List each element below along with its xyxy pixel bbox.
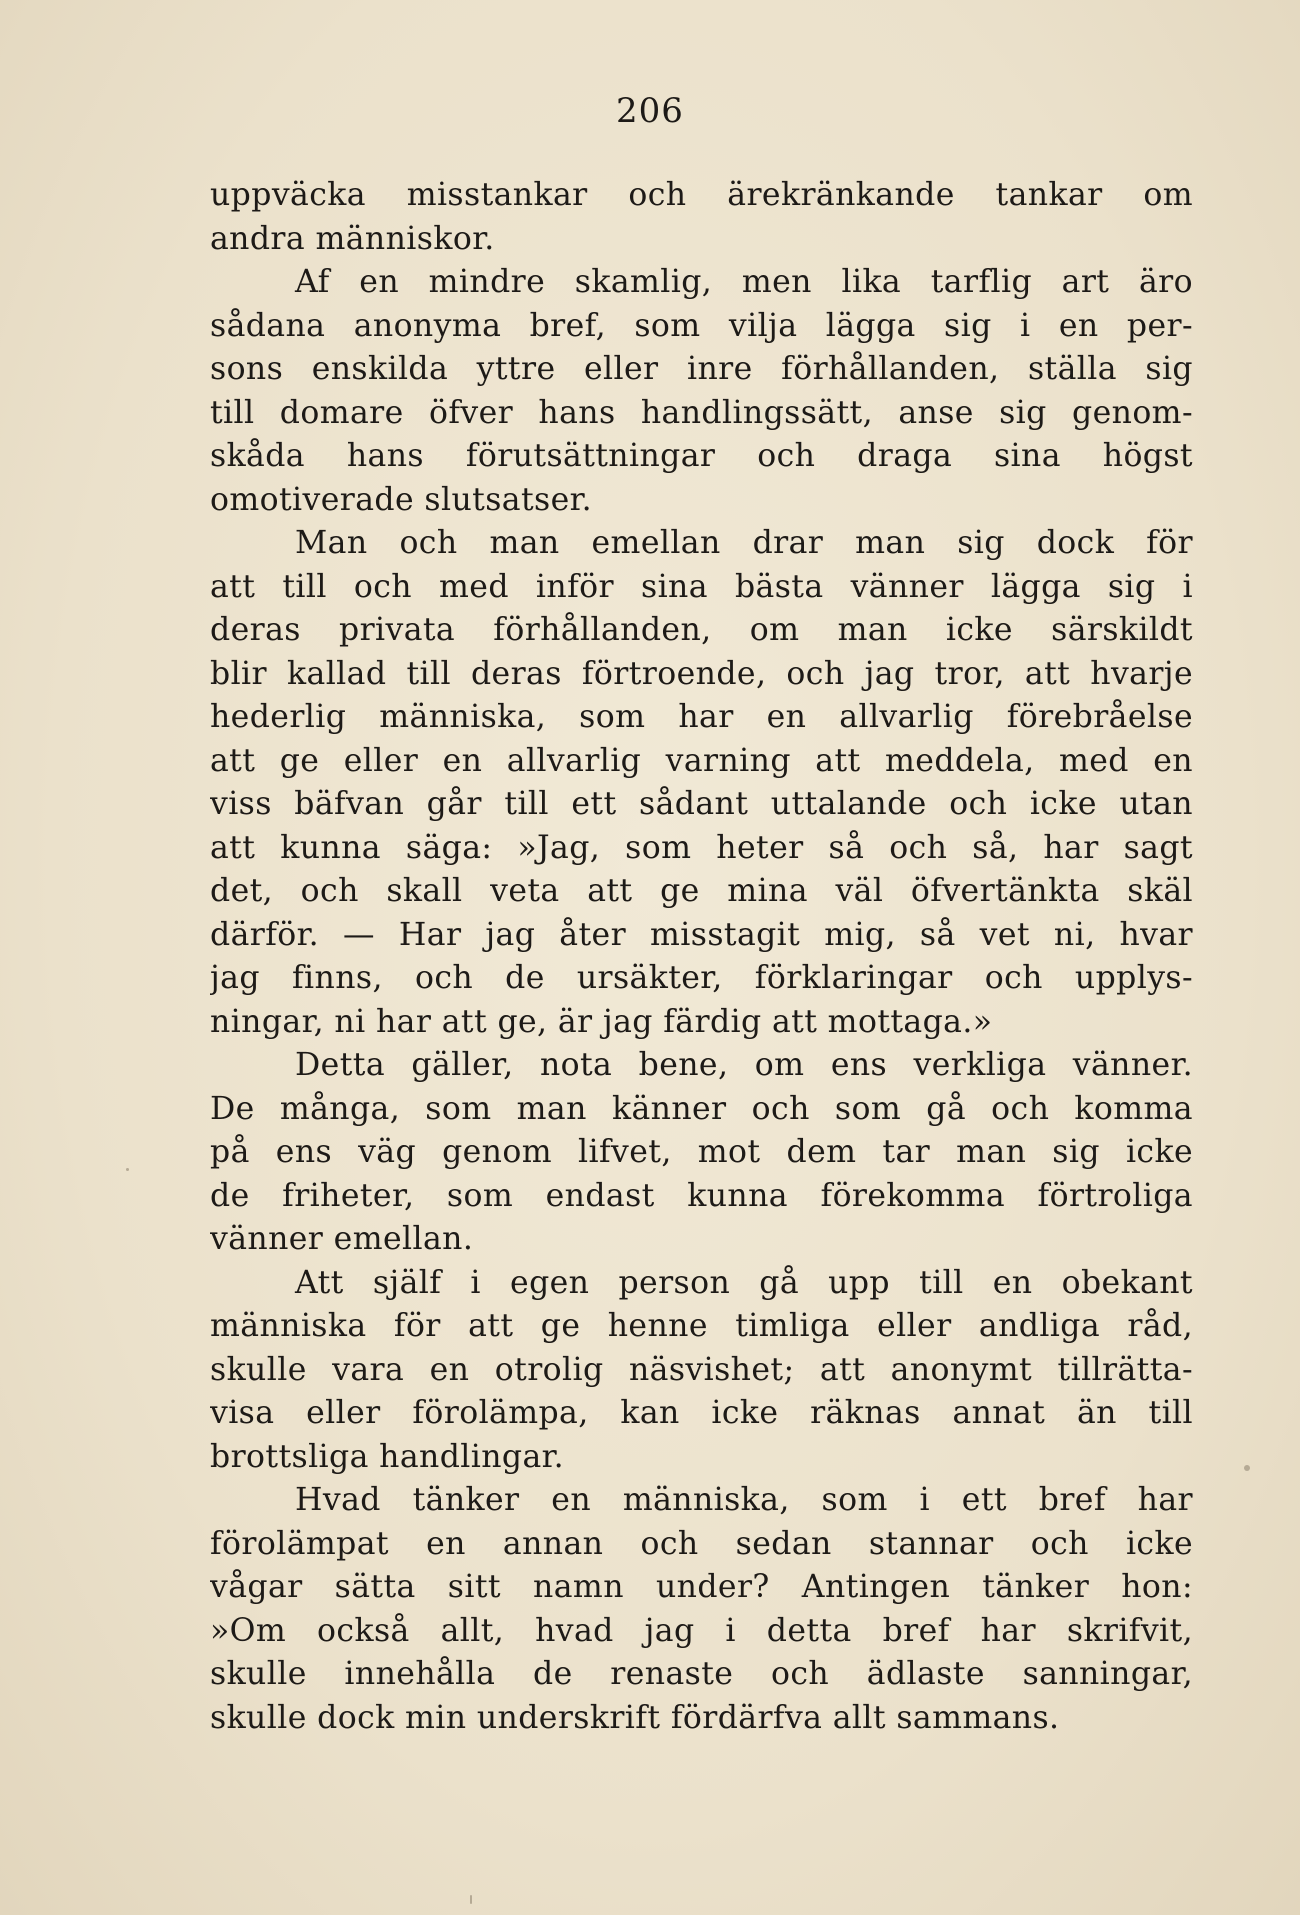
text-line: de friheter, som endast kunna förekomma förtroliga bbox=[210, 1177, 1193, 1214]
text-line: att ge eller en allvarlig varning att meddela, med en bbox=[210, 742, 1193, 779]
text-line: förolämpat en annan och sedan stannar och icke bbox=[210, 1525, 1193, 1562]
text-line: jag finns, och de ursäkter, förklaringar och upplys- bbox=[210, 960, 1193, 996]
text-line: det, och skall veta att ge mina väl öfvertänkta skäl bbox=[210, 873, 1193, 909]
text-line: att kunna säga: »Jag, som heter så och så, har sagt bbox=[210, 829, 1193, 866]
text-line: Af en mindre skamlig, men lika tarflig art äro bbox=[295, 264, 1193, 300]
text-line: människa för att ge henne timliga eller andliga råd, bbox=[210, 1308, 1193, 1344]
text-line: till domare öfver hans handlingssätt, anse sig genom- bbox=[210, 394, 1193, 431]
text-line: vänner emellan. bbox=[210, 1221, 474, 1257]
text-line: Man och man emellan drar man sig dock för bbox=[295, 525, 1193, 561]
text-line: Detta gäller, nota bene, om ens verkliga vänner. bbox=[295, 1047, 1193, 1083]
text-line: sons enskilda yttre eller inre förhållanden, ställa sig bbox=[210, 351, 1193, 387]
text-line: andra människor. bbox=[210, 220, 495, 257]
text-line: Att själf i egen person gå upp till en obekant bbox=[295, 1264, 1193, 1301]
paragraph bbox=[210, 1044, 1193, 1262]
text-line: »Om också allt, hvad jag i detta bref har skrifvit, bbox=[210, 1612, 1193, 1649]
text-line: på ens väg genom lifvet, mot dem tar man sig icke bbox=[210, 1134, 1193, 1170]
text-line: De många, som man känner och som gå och komma bbox=[210, 1090, 1193, 1127]
text-line: därför. — Har jag åter misstagit mig, så vet ni, hvar bbox=[210, 916, 1193, 953]
body-text bbox=[210, 174, 1193, 1740]
text-line: viss bäfvan går till ett sådant uttalande och icke utan bbox=[210, 786, 1193, 822]
text-line: uppväcka misstankar och ärekränkande tankar om bbox=[210, 177, 1193, 213]
paragraph bbox=[210, 1479, 1193, 1740]
paper-speck bbox=[1244, 1465, 1250, 1471]
text-line: att till och med inför sina bästa vänner lägga sig i bbox=[210, 568, 1193, 605]
text-line: Hvad tänker en människa, som i ett bref har bbox=[295, 1482, 1193, 1518]
text-line: skulle vara en otrolig näsvishet; att anonymt tillrätta- bbox=[210, 1351, 1193, 1388]
paper-speck bbox=[126, 1168, 129, 1171]
text-line: omotiverade slutsatser. bbox=[210, 481, 593, 518]
text-line: skulle dock min underskrift fördärfva allt sammans. bbox=[210, 1699, 1060, 1736]
paragraph bbox=[210, 1262, 1193, 1480]
paragraph bbox=[210, 261, 1193, 522]
paper-speck bbox=[470, 1895, 472, 1904]
text-line: hederlig människa, som har en allvarlig förebråelse bbox=[210, 699, 1193, 735]
text-line: ningar, ni har att ge, är jag färdig att mottaga.» bbox=[210, 1003, 993, 1040]
text-line: brottsliga handlingar. bbox=[210, 1438, 565, 1475]
paragraph bbox=[210, 174, 1193, 261]
text-line: visa eller förolämpa, kan icke räknas annat än till bbox=[210, 1395, 1193, 1431]
paragraph bbox=[210, 522, 1193, 1044]
text-line: sådana anonyma bref, som vilja lägga sig i en per- bbox=[210, 307, 1193, 344]
page-number: 206 bbox=[616, 91, 684, 131]
text-line: blir kallad till deras förtroende, och jag tror, att hvarje bbox=[210, 655, 1193, 692]
text-line: deras privata förhållanden, om man icke särskildt bbox=[210, 612, 1193, 648]
text-line: skåda hans förutsättningar och draga sina högst bbox=[210, 438, 1193, 474]
text-line: vågar sätta sitt namn under? Antingen tänker hon: bbox=[210, 1569, 1193, 1605]
text-line: skulle innehålla de renaste och ädlaste sanningar, bbox=[210, 1656, 1193, 1692]
